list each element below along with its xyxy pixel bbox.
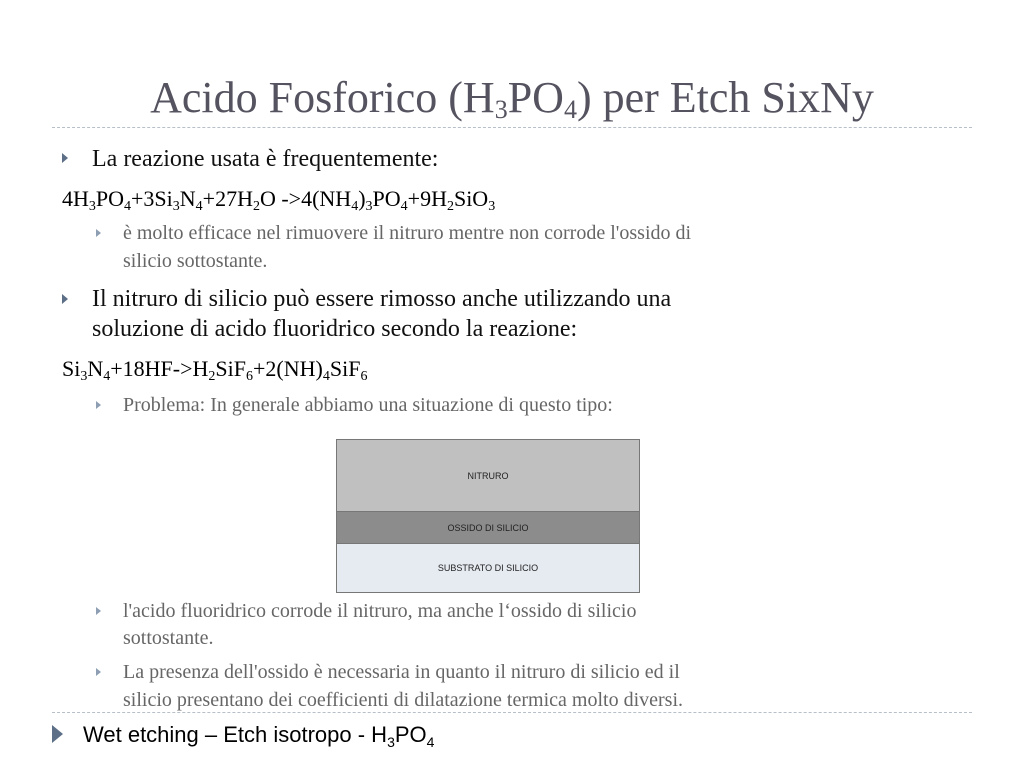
equation-subscript: 3 — [88, 199, 96, 214]
slide-title — [0, 68, 1024, 128]
layer-label: OSSIDO DI SILICIO — [447, 522, 529, 533]
sub-bullet-text: è molto efficace nel rimuovere il nitruro mentre non corrode l'ossido di — [123, 222, 692, 244]
footer-subscript: 4 — [426, 734, 435, 750]
footer-divider — [52, 712, 972, 713]
equation-subscript: 3 — [365, 199, 373, 214]
title-divider — [52, 127, 972, 128]
title-subscript: 3 — [494, 95, 508, 124]
equation-subscript: 3 — [80, 369, 88, 384]
layer-label: SUBSTRATO DI SILICIO — [437, 563, 539, 573]
sub-bullet-arrow-icon — [96, 401, 101, 409]
equation-subscript: 4 — [351, 199, 359, 214]
equation-hydrofluoric-acid — [62, 355, 367, 383]
nitride-layer — [337, 440, 639, 512]
bullet-arrow-icon — [62, 294, 68, 304]
equation-term: 4H — [62, 186, 89, 211]
equation-subscript: 3 — [488, 199, 496, 214]
equation-term: ) — [358, 186, 366, 211]
equation-term: +27H — [202, 186, 253, 211]
sub-bullet-arrow-icon — [96, 607, 101, 615]
equation-subscript: 4 — [195, 199, 203, 214]
sub-bullet-text: Problema: In generale abbiamo una situazione di questo tipo: — [123, 394, 613, 416]
bullet-text: Il nitruro di silicio può essere rimosso anche utilizzando una — [92, 286, 672, 312]
equation-term: N — [179, 186, 196, 211]
equation-subscript: 4 — [103, 369, 111, 384]
equation-subscript: 2 — [252, 199, 260, 214]
equation-phosphoric-acid — [62, 185, 495, 213]
sub-bullet-arrow-icon — [96, 668, 101, 676]
sub-bullet-arrow-icon — [96, 229, 101, 237]
equation-term: PO — [95, 186, 125, 211]
bullet-text: La reazione usata è frequentemente: — [92, 146, 439, 172]
silicon-oxide-layer — [337, 512, 639, 544]
silicon-substrate-layer — [337, 544, 639, 592]
equation-subscript: 4 — [400, 199, 408, 214]
footer-label: Wet etching – Etch isotropo - H — [83, 722, 388, 747]
footer-subscript: 3 — [387, 734, 395, 750]
title-subscript: 4 — [563, 95, 577, 124]
equation-subscript: 2 — [446, 199, 454, 214]
sub-bullet-text: l'acido fluoridrico corrode il nitruro, ma anche l‘ossido di silicio — [123, 600, 637, 622]
sub-bullet-text: silicio presentano dei coefficienti di dilatazione termica molto diversi. — [123, 689, 683, 711]
equation-subscript: 2 — [208, 369, 216, 384]
equation-term: N — [87, 356, 104, 381]
equation-subscript: 4 — [124, 199, 132, 214]
equation-subscript: 4 — [322, 369, 330, 384]
sub-bullet-text: silicio sottostante. — [123, 250, 268, 272]
title-text: ) per Etch SixNy — [576, 73, 874, 122]
equation-term: SiF — [215, 356, 246, 381]
footer-arrow-icon — [52, 725, 63, 743]
equation-term: Si — [62, 356, 81, 381]
equation-term: PO — [372, 186, 401, 211]
title-text: Acido Fosforico (H — [150, 73, 495, 122]
equation-term: SiO — [453, 186, 489, 211]
equation-term: +2(NH) — [253, 356, 323, 381]
equation-term: +18HF->H — [110, 356, 209, 381]
footer-text — [83, 720, 434, 750]
bullet-text: soluzione di acido fluoridrico secondo la reazione: — [92, 316, 578, 342]
equation-term: +9H — [407, 186, 447, 211]
layer-label: NITRURO — [467, 470, 509, 481]
equation-term: O ->4(NH — [259, 186, 352, 211]
equation-subscript: 6 — [246, 369, 253, 384]
equation-subscript: 6 — [360, 369, 368, 384]
equation-term: SiF — [329, 356, 361, 381]
layer-stack-diagram — [336, 439, 640, 593]
footer-label: PO — [394, 722, 427, 747]
title-text: PO — [507, 73, 564, 122]
bullet-arrow-icon — [62, 153, 68, 163]
sub-bullet-text: sottostante. — [123, 627, 214, 649]
equation-term: +3Si — [131, 186, 173, 211]
sub-bullet-text: La presenza dell'ossido è necessaria in quanto il nitruro di silicio ed il — [123, 661, 680, 683]
equation-subscript: 3 — [172, 199, 180, 214]
